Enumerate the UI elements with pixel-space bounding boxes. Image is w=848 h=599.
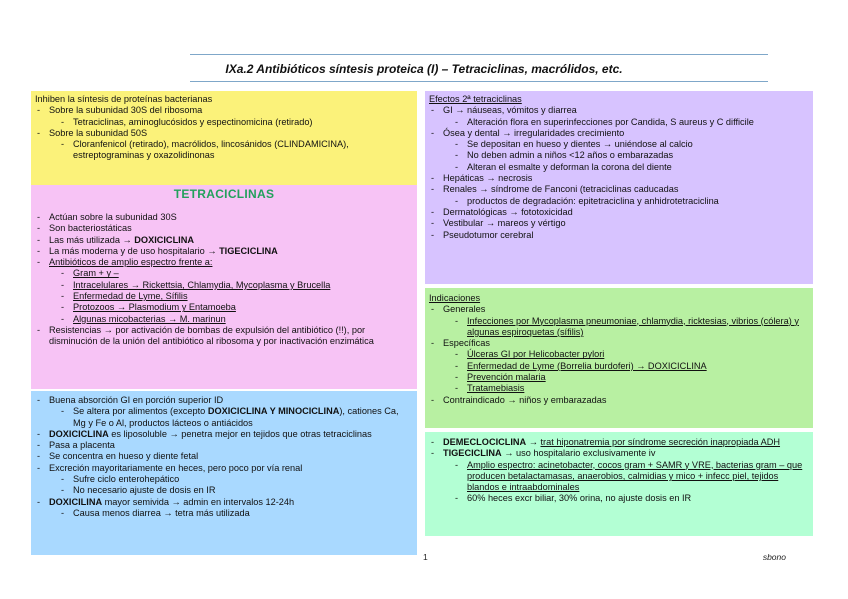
other-tetracyclines-box xyxy=(425,432,813,536)
indications-heading: Indicaciones xyxy=(429,293,481,303)
list-item: - Sobre la subunidad 30S del ribosoma xyxy=(37,105,203,116)
mechanism-intro: Inhiben la síntesis de proteínas bacterianas xyxy=(35,94,213,104)
list-item: - Algunas micobacterias → M. marinun xyxy=(61,313,226,324)
list-item: - DOXICILINA mayor semivida → admin en intervalos 12-24h xyxy=(37,496,295,507)
list-item: - Enfermedad de Lyme, Sífilis xyxy=(61,291,188,302)
list-item: - Alteran el esmalte y deforman la corona del diente xyxy=(455,161,672,172)
side-effects-box xyxy=(425,91,813,284)
list-item: - Generales xyxy=(431,304,486,315)
page-number: 1 xyxy=(423,552,428,562)
list-item: - DEMECLOCICLINA → trat hiponatremia por síndrome secreción inapropiada ADH xyxy=(431,437,781,447)
list-item: - Dermatológicas → fototoxicidad xyxy=(431,206,573,217)
list-item: - Enfermedad de Lyme (Borrelia burdoferi) → DOXICICLINA xyxy=(455,360,707,371)
top-rule xyxy=(190,54,768,55)
list-item: - Las más utilizada → DOXICICLINA xyxy=(37,234,194,245)
list-item: - Amplio espectro: acinetobacter, cocos gram + SAMR y VRE, bacterias gram – que producen betalactamasas, anaerobios, calmidias y mico + infecc piel, tejidos blandos e intraabdominales xyxy=(455,459,803,493)
title-rule xyxy=(190,81,768,82)
list-item: - Gram + y – xyxy=(61,268,119,279)
pharmacokinetics-box xyxy=(31,391,417,555)
author-signature: sbono xyxy=(762,552,786,562)
list-item: - Actúan sobre la subunidad 30S xyxy=(37,212,177,222)
list-item: - Intracelulares → Rickettsia, Chlamydia, Mycoplasma y Brucella xyxy=(61,279,331,290)
list-item: - Antibióticos de amplio espectro frente a: xyxy=(37,257,213,268)
list-item: - Tetraciclinas, aminoglucósidos y espectinomicina (retirado) xyxy=(61,116,313,127)
tetraciclinas-heading: TETRACICLINAS xyxy=(173,187,275,201)
list-item: - Se altera por alimentos (excepto DOXICICLINA Y MINOCICLINA), cationes Ca, Mg y Fe o Al, productos lácteos o antiácidos xyxy=(61,406,399,428)
list-item: - No deben admin a niños <12 años o embarazadas xyxy=(455,150,674,161)
list-item: - Se concentra en hueso y diente fetal xyxy=(37,451,199,462)
list-item: - Resistencias → por activación de bombas de expulsión del antibiótico (!!), por disminución de la unión del antibiótico al ribosoma y por inactivación enzimática xyxy=(37,324,374,347)
list-item: - Excreción mayoritariamente en heces, pero poco por vía renal xyxy=(37,462,303,473)
list-item: - Ósea y dental → irregularidades crecimiento xyxy=(431,127,625,138)
list-item: - Renales → síndrome de Fanconi (tetraciclinas caducadas xyxy=(431,184,679,195)
list-item: - Cloranfenicol (retirado), macrólidos, lincosánidos (CLINDAMICINA), estreptograminas y oxazolidinonas xyxy=(61,139,349,161)
list-item: - Pasa a placenta xyxy=(37,440,115,451)
side-effects-heading: Efectos 2ª tetraciclinas xyxy=(429,94,522,104)
list-item: - Infecciones por Mycoplasma pneumoniae, chlamydia, ricktesias, vibrios (cólera) y algunas espiroquetas (sífilis) xyxy=(455,315,799,337)
list-item: - Vestibular → mareos y vértigo xyxy=(431,218,566,229)
list-item: - Alteración flora en superinfecciones por Candida, S aureus y C difficile xyxy=(455,116,754,127)
list-item: - Sobre la subunidad 50S xyxy=(37,127,148,138)
list-item: - Son bacteriostáticas xyxy=(37,223,132,234)
list-item: - No necesario ajuste de dosis en IR xyxy=(61,485,216,496)
list-item: - Hepáticas → necrosis xyxy=(431,173,533,184)
list-item: - DOXICICLINA es liposoluble → penetra mejor en tejidos que otras tetraciclinas xyxy=(37,428,372,439)
list-item: - Protozoos → Plasmodium y Entamoeba xyxy=(61,302,236,313)
list-item: - Se depositan en hueso y dientes → uniéndose al calcio xyxy=(455,139,693,150)
list-item: - 60% heces excr biliar, 30% orina, no ajuste dosis en IR xyxy=(455,493,692,504)
list-item: - GI → náuseas, vómitos y diarrea xyxy=(431,105,577,116)
list-item: - Específicas xyxy=(431,338,490,349)
list-item: - Prevención malaria xyxy=(455,372,546,383)
mechanism-box xyxy=(31,91,417,185)
list-item: - Buena absorción GI en porción superior ID xyxy=(37,395,224,405)
list-item: - productos de degradación: epitetraciclina y anhidrotetraciclina xyxy=(455,195,719,206)
list-item: - Úlceras GI por Helicobacter pylori xyxy=(455,349,605,360)
tetraciclinas-box xyxy=(31,185,417,389)
list-item: - Causa menos diarrea → tetra más utilizada xyxy=(61,507,250,518)
list-item: - TIGECICLINA → uso hospitalario exclusivamente iv xyxy=(431,448,656,459)
list-item: - Sufre ciclo enterohepático xyxy=(61,474,180,485)
indications-box xyxy=(425,288,813,428)
list-item: - La más moderna y de uso hospitalario → TIGECICLINA xyxy=(37,245,278,256)
list-item: - Tratamebiasis xyxy=(455,383,525,394)
list-item: - Contraindicado → niños y embarazadas xyxy=(431,394,607,405)
list-item: - Pseudotumor cerebral xyxy=(431,229,534,240)
page-title: IXa.2 Antibióticos síntesis proteica (I) – Tetraciclinas, macrólidos, etc. xyxy=(225,62,623,76)
